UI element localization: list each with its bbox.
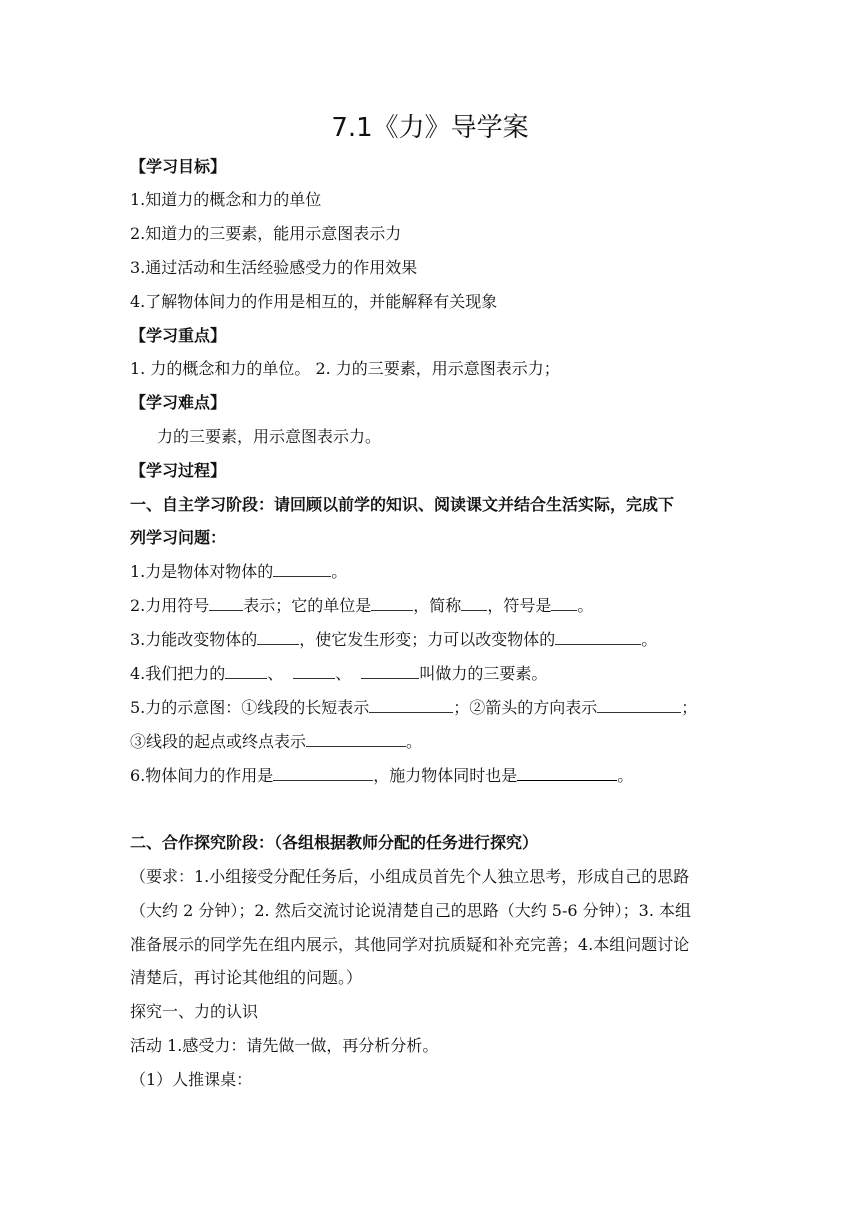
question-4-end: 叫做力的三要素。: [419, 664, 548, 683]
answer-blank[interactable]: [371, 595, 413, 611]
question-2-text: 2.力用符号: [130, 596, 210, 615]
question-1: [130, 561, 347, 583]
question-3-text: ，使它发生形变；力可以改变物体的: [299, 630, 556, 649]
answer-blank[interactable]: [273, 561, 331, 577]
requirements-line-3: 准备展示的同学先在组内展示，其他同学对抗质疑和补充完善；4.本组问题讨论: [130, 935, 690, 954]
answer-blank[interactable]: [555, 629, 641, 645]
answer-blank[interactable]: [517, 765, 617, 781]
activity-1: 活动 1.感受力：请先做一做，再分析分析。: [130, 1036, 439, 1055]
question-2-text: ，符号是: [487, 596, 552, 615]
activity-item-1: （1）人推课桌：: [130, 1070, 253, 1089]
answer-blank[interactable]: [225, 663, 267, 679]
question-3-end: 。: [641, 630, 658, 649]
difficulties-text: 力的三要素，用示意图表示力。: [157, 427, 382, 446]
process-heading: 【学习过程】: [130, 461, 227, 480]
requirements-line-1: （要求：1.小组接受分配任务后，小组成员首先个人独立思考，形成自己的思路: [130, 867, 690, 886]
question-2-text: 表示；它的单位是: [243, 596, 372, 615]
explore-1-heading: 探究一、力的认识: [130, 1002, 259, 1021]
question-2: [130, 595, 593, 617]
answer-blank[interactable]: [257, 629, 299, 645]
question-4-text: 4.我们把力的: [130, 664, 226, 683]
question-6: [130, 765, 633, 787]
requirements-line-4: 清楚后，再讨论其他组的问题。）: [130, 968, 363, 987]
goal-item-1: 1.知道力的概念和力的单位: [130, 190, 322, 209]
requirements-line-2: （大约 2 分钟）；2. 然后交流讨论说清楚自己的思路（大约 5-6 分钟）；3. 本组: [130, 901, 691, 920]
question-2-text: ，简称: [413, 596, 462, 615]
answer-blank[interactable]: [461, 595, 487, 611]
question-1-end: 。: [331, 562, 348, 581]
page-title: 7.1《力》导学案: [331, 113, 529, 143]
stage2-heading: 二、合作探究阶段：（各组根据教师分配的任务进行探究）: [130, 833, 539, 852]
question-1-text: 1.力是物体对物体的: [130, 562, 274, 581]
answer-blank[interactable]: [273, 765, 373, 781]
question-6-text: 6.物体间力的作用是: [130, 766, 274, 785]
goal-item-4: 4.了解物体间力的作用是相互的，并能解释有关现象: [130, 292, 498, 311]
question-2-end: 。: [577, 596, 594, 615]
question-5-cont: [130, 731, 422, 753]
goals-heading: 【学习目标】: [130, 157, 227, 176]
answer-blank[interactable]: [306, 731, 406, 747]
key-points-text: 1. 力的概念和力的单位。 2. 力的三要素，用示意图表示力；: [130, 359, 560, 378]
goal-item-2: 2.知道力的三要素，能用示意图表示力: [130, 224, 402, 243]
question-5-text: 5.力的示意图：①线段的长短表示: [130, 698, 370, 717]
question-3-text: 3.力能改变物体的: [130, 630, 258, 649]
question-5-end: 。: [406, 732, 423, 751]
question-6-end: 。: [617, 766, 634, 785]
difficulties-heading: 【学习难点】: [130, 393, 227, 412]
answer-blank[interactable]: [551, 595, 577, 611]
answer-blank[interactable]: [209, 595, 243, 611]
question-6-text: ，施力物体同时也是: [373, 766, 518, 785]
stage1-heading-line1: 一、自主学习阶段：请回顾以前学的知识、阅读课文并结合生活实际，完成下: [130, 495, 675, 514]
question-4: [130, 663, 547, 685]
question-5: [130, 697, 697, 719]
stage1-heading-line2: 列学习问题：: [130, 528, 227, 547]
answer-blank[interactable]: [361, 663, 419, 679]
answer-blank[interactable]: [369, 697, 453, 713]
question-3: [130, 629, 657, 651]
answer-blank[interactable]: [597, 697, 681, 713]
question-4-text: 、: [267, 664, 284, 683]
question-5-text: ③线段的起点或终点表示: [130, 732, 307, 751]
question-5-text: ；: [681, 698, 698, 717]
key-points-heading: 【学习重点】: [130, 326, 227, 345]
question-4-text: 、: [335, 664, 352, 683]
goal-item-3: 3.通过活动和生活经验感受力的作用效果: [130, 258, 418, 277]
answer-blank[interactable]: [293, 663, 335, 679]
question-5-text: ；②箭头的方向表示: [453, 698, 598, 717]
